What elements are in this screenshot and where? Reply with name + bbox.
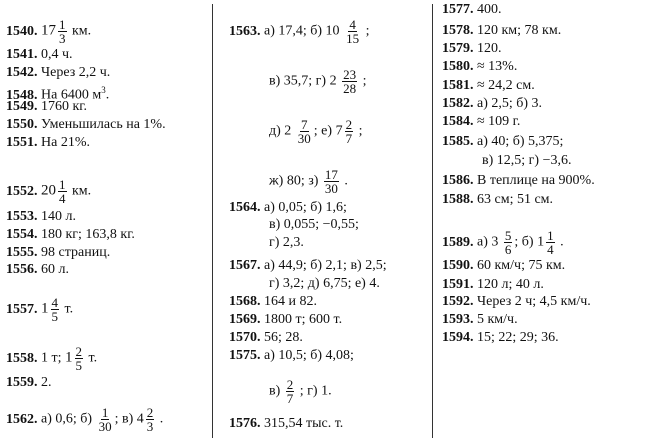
fraction bbox=[297, 118, 312, 145]
fraction-denominator: 30 bbox=[297, 131, 311, 146]
problem-number: 1581. bbox=[442, 78, 474, 93]
answer-text: 180 кг; 163,8 кг. bbox=[41, 227, 135, 242]
answer-line bbox=[442, 153, 571, 169]
answer-text: . bbox=[560, 234, 564, 250]
answers-column-2 bbox=[229, 0, 429, 442]
problem-number: 1582. bbox=[442, 96, 474, 111]
answer-line bbox=[442, 114, 520, 130]
answer-text: . bbox=[159, 411, 164, 427]
fraction-denominator: 3 bbox=[59, 31, 66, 46]
answer-text: км. bbox=[72, 23, 92, 39]
whole-part: 17 bbox=[41, 22, 56, 39]
answer-text: Через 2,2 ч. bbox=[41, 65, 111, 80]
fraction bbox=[546, 229, 555, 256]
answer-text: 60 л. bbox=[41, 262, 69, 277]
problem-number: 1540. bbox=[6, 23, 38, 39]
answer-text: а) 2,5; б) 3. bbox=[477, 96, 543, 111]
fraction bbox=[98, 406, 113, 433]
answer-text: д) 2 bbox=[269, 123, 292, 139]
problem-number: 1553. bbox=[6, 209, 38, 224]
fraction-numerator: 2 bbox=[345, 117, 353, 132]
fraction-numerator: 4 bbox=[51, 295, 58, 310]
answer-line bbox=[442, 258, 565, 274]
whole-part: 1 bbox=[65, 349, 73, 366]
fraction bbox=[146, 406, 155, 433]
problem-number: 1541. bbox=[6, 47, 38, 62]
problem-number: 1568. bbox=[229, 294, 261, 309]
answer-line bbox=[229, 348, 354, 364]
answer-text: км. bbox=[72, 183, 92, 199]
answer-line bbox=[442, 78, 535, 94]
fraction bbox=[345, 118, 354, 145]
answer-line bbox=[229, 235, 304, 251]
answer-line bbox=[6, 227, 135, 243]
fraction-numerator: 23 bbox=[343, 67, 357, 82]
fraction-numerator: 5 bbox=[504, 228, 512, 243]
fraction-denominator: 7 bbox=[345, 131, 353, 146]
problem-number: 1550. bbox=[6, 117, 38, 132]
answer-text: 140 л. bbox=[41, 209, 76, 224]
answer-text: . bbox=[105, 87, 110, 103]
problem-number: 1564. bbox=[229, 200, 261, 215]
whole-part: 20 bbox=[41, 182, 56, 199]
problem-number: 1556. bbox=[6, 262, 38, 277]
problem-number: 1562. bbox=[6, 411, 38, 427]
problem-number: 1570. bbox=[229, 330, 261, 345]
answer-text: 1800 т; 600 т. bbox=[264, 312, 343, 327]
answer-text: ; г) 1. bbox=[299, 383, 332, 399]
problem-number: 1591. bbox=[442, 277, 474, 292]
answer-line bbox=[442, 59, 517, 75]
answer-line bbox=[442, 2, 502, 18]
fraction-numerator: 7 bbox=[301, 117, 308, 132]
problem-number: 1585. bbox=[442, 134, 474, 149]
fraction-denominator: 30 bbox=[98, 419, 112, 434]
problem-number: 1551. bbox=[6, 135, 38, 150]
problem-number: 1569. bbox=[229, 312, 261, 327]
answer-text: На 6400 м bbox=[41, 87, 102, 103]
answer-text: ; bbox=[358, 123, 363, 139]
fraction bbox=[75, 345, 84, 372]
answer-text: ≈ 109 г. bbox=[477, 114, 521, 129]
answer-text: 400. bbox=[477, 2, 502, 17]
problem-number: 1559. bbox=[6, 375, 38, 390]
problem-number: 1578. bbox=[442, 23, 474, 38]
whole-part: 1 bbox=[41, 300, 49, 317]
fraction-denominator: 15 bbox=[346, 31, 360, 46]
column-divider bbox=[432, 4, 433, 438]
answer-line bbox=[229, 416, 343, 432]
fraction bbox=[58, 18, 67, 45]
answer-text: 1760 кг. bbox=[41, 99, 87, 114]
answer-text: ; в) 4 bbox=[114, 411, 144, 427]
answer-line bbox=[442, 294, 591, 310]
answer-text: В теплице на 900%. bbox=[477, 173, 595, 188]
fraction-numerator: 2 bbox=[75, 344, 83, 359]
answer-text: в) 0,055; −0,55; bbox=[269, 217, 359, 232]
answer-text: ; bbox=[362, 73, 367, 89]
answer-text: 56; 28. bbox=[264, 330, 303, 345]
problem-number: 1576. bbox=[229, 416, 261, 431]
answer-text: 120. bbox=[477, 41, 502, 56]
answer-text: ≈ 24,2 см. bbox=[477, 78, 535, 93]
answer-line bbox=[6, 345, 97, 372]
answer-text: 98 страниц. bbox=[41, 245, 111, 260]
answer-line bbox=[6, 262, 69, 278]
superscript: 3 bbox=[101, 85, 106, 95]
problem-number: 1548. bbox=[6, 87, 38, 103]
answer-text: т. bbox=[88, 350, 98, 366]
answer-line bbox=[442, 192, 553, 208]
answer-text: 164 и 82. bbox=[264, 294, 317, 309]
problem-number: 1563. bbox=[229, 23, 261, 39]
problem-number: 1567. bbox=[229, 258, 261, 273]
answer-line bbox=[6, 65, 110, 81]
fraction bbox=[58, 178, 67, 205]
answer-line bbox=[229, 312, 342, 328]
problem-number: 1579. bbox=[442, 41, 474, 56]
answer-line bbox=[229, 68, 366, 95]
answer-text: г) 3,2; д) 6,75; е) 4. bbox=[269, 276, 380, 291]
fraction-numerator: 1 bbox=[547, 228, 554, 243]
fraction bbox=[51, 296, 60, 323]
answer-text: в) 12,5; г) −3,6. bbox=[482, 153, 572, 168]
fraction-denominator: 7 bbox=[286, 391, 294, 406]
answer-line bbox=[442, 229, 564, 256]
answer-line bbox=[6, 406, 163, 433]
fraction-denominator: 5 bbox=[51, 309, 58, 324]
answer-line bbox=[229, 18, 369, 45]
fraction-numerator: 4 bbox=[349, 17, 356, 32]
problem-number: 1589. bbox=[442, 234, 474, 250]
answer-line bbox=[6, 99, 87, 115]
answer-text: ≈ 13%. bbox=[477, 59, 518, 74]
problem-number: 1557. bbox=[6, 301, 38, 317]
problem-number: 1588. bbox=[442, 192, 474, 207]
answer-text: 0,4 ч. bbox=[41, 47, 73, 62]
answer-text: а) 0,6; б) bbox=[41, 411, 93, 427]
fraction bbox=[324, 168, 339, 195]
answer-text: ; bbox=[365, 23, 370, 39]
answer-text: ; б) 1 bbox=[514, 234, 545, 250]
fraction-numerator: 2 bbox=[146, 405, 154, 420]
problem-number: 1577. bbox=[442, 2, 474, 17]
answer-line bbox=[6, 47, 73, 63]
column-divider bbox=[212, 4, 213, 438]
answer-text: 63 см; 51 см. bbox=[477, 192, 554, 207]
answers-column-1 bbox=[6, 0, 206, 442]
answer-line bbox=[6, 375, 52, 391]
fraction-denominator: 5 bbox=[75, 358, 83, 373]
answer-line bbox=[442, 134, 563, 150]
problem-number: 1558. bbox=[6, 350, 38, 366]
answer-text: г) 2,3. bbox=[269, 235, 304, 250]
answers-column-3 bbox=[442, 0, 648, 442]
answer-line bbox=[229, 378, 332, 405]
answer-line bbox=[229, 330, 303, 346]
fraction bbox=[286, 378, 295, 405]
answer-text: ; е) 7 bbox=[313, 123, 343, 139]
answer-line bbox=[6, 209, 76, 225]
problem-number: 1542. bbox=[6, 65, 38, 80]
answer-line bbox=[6, 245, 110, 261]
fraction bbox=[345, 18, 360, 45]
answer-line bbox=[442, 330, 559, 346]
answer-line bbox=[229, 258, 387, 274]
answer-line bbox=[442, 277, 544, 293]
answer-line bbox=[442, 23, 561, 39]
answer-line bbox=[229, 200, 347, 216]
problem-number: 1593. bbox=[442, 312, 474, 327]
problem-number: 1594. bbox=[442, 330, 474, 345]
answer-text: 120 л; 40 л. bbox=[477, 277, 544, 292]
answer-line bbox=[229, 168, 348, 195]
answer-text: 120 км; 78 км. bbox=[477, 23, 562, 38]
problem-number: 1590. bbox=[442, 258, 474, 273]
fraction bbox=[342, 68, 357, 95]
answer-text: а) 44,9; б) 2,1; в) 2,5; bbox=[264, 258, 387, 273]
answer-text: в) bbox=[269, 383, 281, 399]
answer-line bbox=[6, 296, 73, 323]
answer-text: Через 2 ч; 4,5 км/ч. bbox=[477, 294, 591, 309]
problem-number: 1552. bbox=[6, 183, 38, 199]
answer-text: 2. bbox=[41, 375, 52, 390]
answer-text: 5 км/ч. bbox=[477, 312, 518, 327]
problem-number: 1584. bbox=[442, 114, 474, 129]
fraction-denominator: 3 bbox=[146, 419, 154, 434]
answer-text: 315,54 тыс. т. bbox=[264, 416, 344, 431]
fraction-numerator: 17 bbox=[324, 167, 338, 182]
answer-line bbox=[442, 312, 518, 328]
answer-text: а) 17,4; б) 10 bbox=[264, 23, 340, 39]
answer-line bbox=[442, 41, 502, 57]
answer-text: в) 35,7; г) 2 bbox=[269, 73, 337, 89]
problem-number: 1575. bbox=[229, 348, 261, 363]
answer-line bbox=[6, 117, 166, 133]
fraction bbox=[504, 229, 513, 256]
fraction-numerator: 2 bbox=[286, 377, 294, 392]
fraction-denominator: 4 bbox=[59, 191, 66, 206]
answer-line bbox=[229, 276, 380, 292]
answer-line bbox=[229, 118, 362, 145]
answer-line bbox=[6, 178, 91, 205]
fraction-numerator: 1 bbox=[59, 177, 66, 192]
fraction-denominator: 28 bbox=[343, 81, 357, 96]
answer-line bbox=[229, 294, 317, 310]
answer-text: Уменьшилась на 1%. bbox=[41, 117, 166, 132]
answer-text: а) 40; б) 5,375; bbox=[477, 134, 564, 149]
problem-number: 1555. bbox=[6, 245, 38, 260]
fraction-numerator: 1 bbox=[101, 405, 109, 420]
answer-text: т. bbox=[64, 301, 74, 317]
problem-number: 1586. bbox=[442, 173, 474, 188]
answer-text: а) 10,5; б) 4,08; bbox=[264, 348, 354, 363]
answer-text: . bbox=[344, 173, 348, 189]
fraction-denominator: 6 bbox=[504, 242, 512, 257]
answer-text: 60 км/ч; 75 км. bbox=[477, 258, 566, 273]
answer-text: 1 т; bbox=[41, 350, 62, 366]
problem-number: 1592. bbox=[442, 294, 474, 309]
answer-line bbox=[6, 135, 90, 151]
answer-text: ж) 80; з) bbox=[269, 173, 319, 189]
problem-number: 1554. bbox=[6, 227, 38, 242]
answer-text: На 21%. bbox=[41, 135, 90, 150]
problem-number: 1580. bbox=[442, 59, 474, 74]
answer-text: 15; 22; 29; 36. bbox=[477, 330, 559, 345]
answer-text: а) 0,05; б) 1,6; bbox=[264, 200, 347, 215]
answer-line bbox=[229, 217, 359, 233]
answer-text: а) 3 bbox=[477, 234, 499, 250]
problem-number: 1549. bbox=[6, 99, 38, 114]
answer-line bbox=[442, 173, 595, 189]
fraction-numerator: 1 bbox=[59, 17, 66, 32]
answer-line bbox=[6, 18, 91, 45]
fraction-denominator: 4 bbox=[547, 242, 554, 257]
answer-line bbox=[442, 96, 542, 112]
fraction-denominator: 30 bbox=[324, 181, 338, 196]
